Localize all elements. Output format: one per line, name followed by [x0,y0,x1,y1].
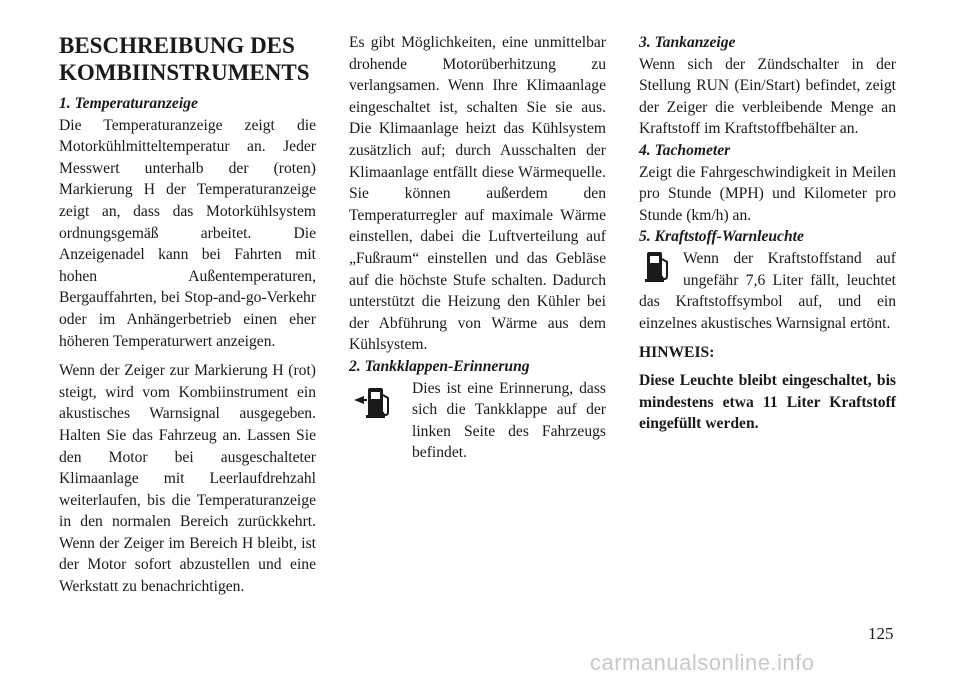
page-number: 125 [868,624,894,643]
notice-label: HINWEIS: [639,344,715,362]
fuel-door-block [349,378,606,464]
paragraph-speedometer: Zeigt die Fahrgeschwindigkeit in Meilen pro Stunde (MPH) und Kilometer pro Stunde (km/h) an. [639,163,896,224]
heading-fuel-warning: 5. Kraftstoff-Warnleuchte [639,228,804,246]
fuel-warning-block [639,248,896,334]
heading-speedometer: 4. Tachometer [639,141,731,159]
fuel-door-reminder-icon [353,386,393,427]
paragraph-temperature-warning: Wenn der Zeiger zur Markierung H (rot) steigt, wird vom Kombiinstrument ein akustisches Warnsignal ausgegeben. Halten Sie das Fahrzeug an. Lassen Sie den Motor bei ausgeschalteter Klimaanlage mit Leerlaufdrehzahl weiterlaufen, bis die Temperaturanzeige in den normalen Bereich zurückkehrt. Wenn der Zeiger im Bereich H bleibt, ist der Motor sofort abzustellen und eine Werkstatt zu benachrichtigen. [59,362,316,596]
fuel-warning-icon [645,250,673,291]
paragraph-temperature-gauge: Die Temperaturanzeige zeigt die Motorkühlmitteltemperatur an. Jeder Messwert unterhalb der (roten) Markierung H der Temperaturanzeige zeigt an, dass das Motorkühlsystem ordnungsgemäß arbeitet. Die Anzeigenadel kann bei Fahrten mit hohen Außentemperaturen, Bergauffahrten, bei Stop-and-go-Verkehr oder im Anhängerbetrieb einen eher höheren Temperaturwert anzeigen. [59,116,316,350]
column-2 [349,32,606,464]
watermark: carmanualsonline.info [590,650,815,675]
column-1 [59,32,316,598]
paragraph-fuel-warning: Wenn der Kraftstoffstand auf ungefähr 7,6 Liter fällt, leuchtet das Kraftstoffsymbol auf, und ein einzelnes akustisches Warnsignal ertönt. [639,249,896,332]
heading-fuel-gauge: 3. Tankanzeige [639,34,736,51]
notice-text: Diese Leuchte bleibt eingeschaltet, bis mindestens etwa 11 Liter Kraftstoff eingefüllt werden. [639,371,896,433]
paragraph-fuel-door-reminder: Dies ist eine Erinnerung, dass sich die Tankklappe auf der linken Seite des Fahrzeugs befindet. [412,379,606,462]
heading-temperature-gauge: 1. Temperaturanzeige [59,95,198,112]
paragraph-overheating: Es gibt Möglichkeiten, eine unmittelbar drohende Motorüberhitzung zu verlangsamen. Wenn Ihre Klimaanlage eingeschaltet ist, schalten Sie sie aus. Die Klimaanlage heizt das Kühlsystem zusätzlich auf; durch Ausschalten der Klimaanlage entfällt diese Wärmequelle. Sie können außerdem den Temperaturregler auf maximale Wärme einstellen, dabei die Luftverteilung auf „Fußraum“ einstellen und das Gebläse auf die höchste Stufe schalten. Dadurch unterstützt die Heizung den Kühler bei der Abführung von Wärme aus dem Kühlsystem. [349,34,606,354]
paragraph-fuel-gauge: Wenn sich der Zündschalter in der Stellung RUN (Ein/Start) befindet, zeigt der Zeiger die verbleibende Menge an Kraftstoff im Kraftstoffbehälter an. [639,55,896,138]
page-title: BESCHREIBUNG DES KOMBIINSTRUMENTS [59,33,310,85]
heading-fuel-door-reminder: 2. Tankklappen-Erinnerung [349,357,530,375]
column-3 [639,32,896,435]
